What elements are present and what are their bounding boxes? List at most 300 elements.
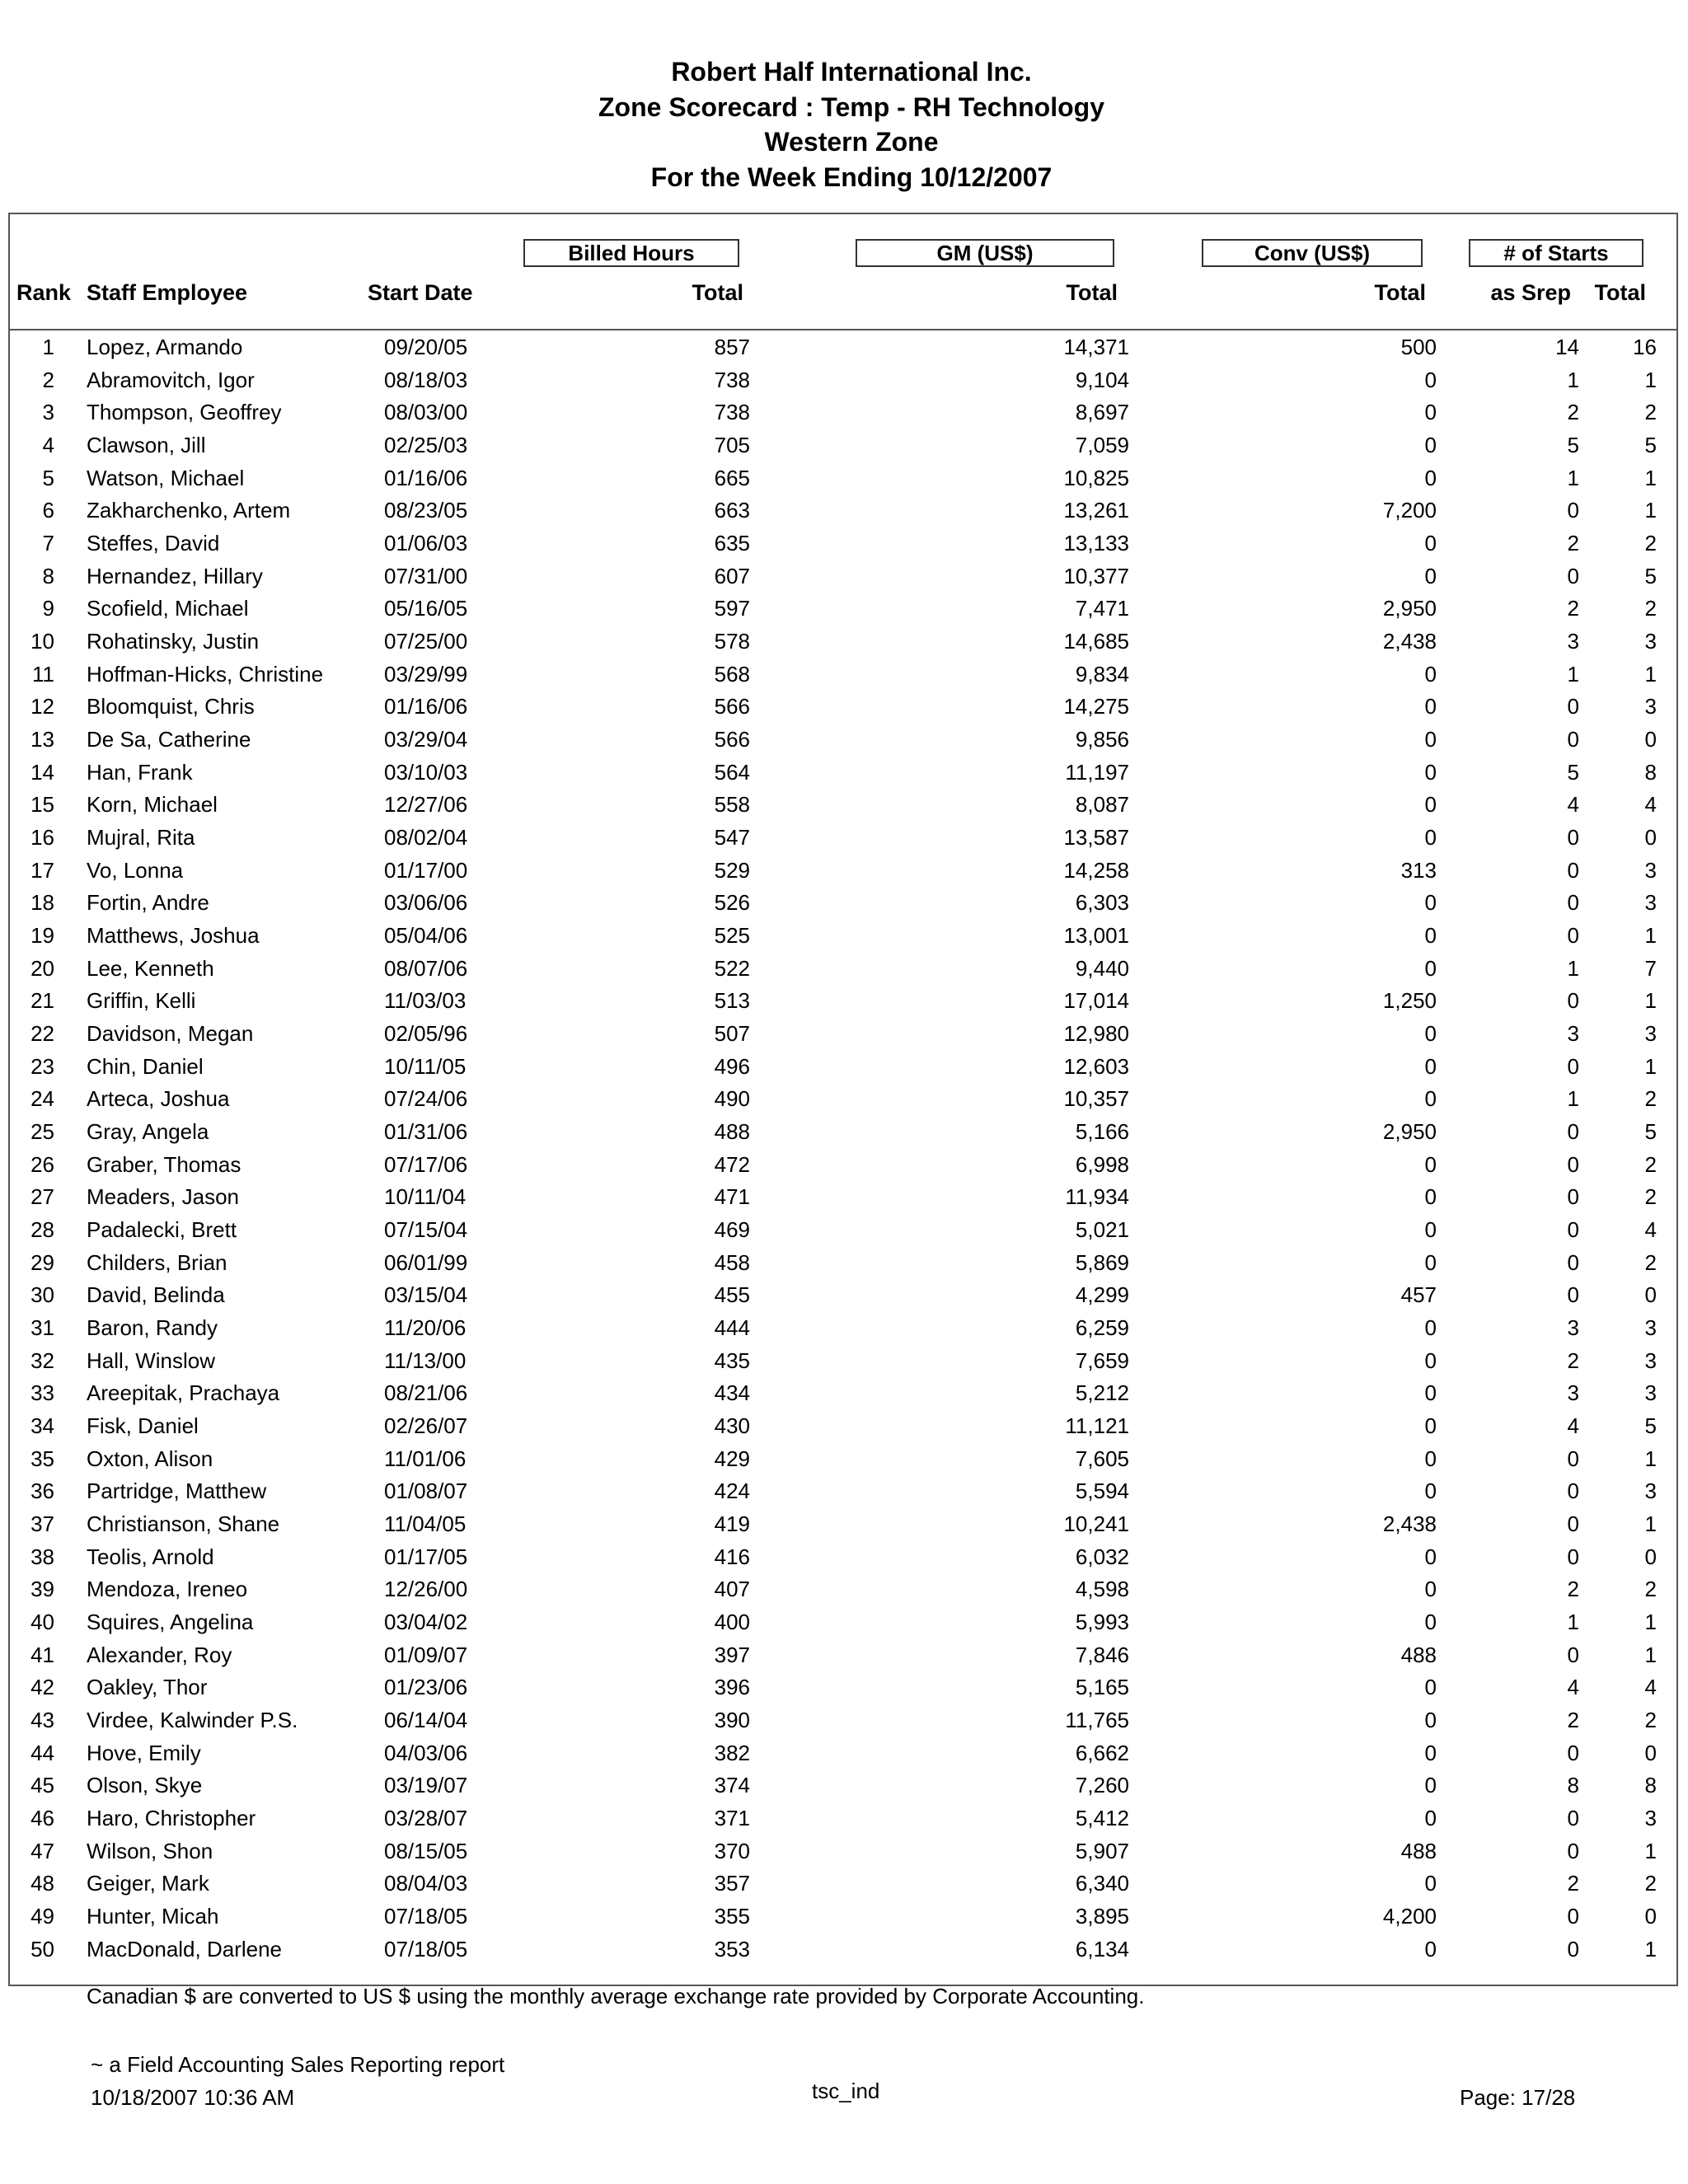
start-date-cell: 08/04/03 <box>384 1871 468 1896</box>
starts-total-cell: 2 <box>1644 1708 1657 1733</box>
starts-total-cell: 7 <box>1644 955 1657 981</box>
rank-cell: 15 <box>30 792 54 818</box>
start-date-cell: 08/23/05 <box>384 498 468 523</box>
rank-cell: 22 <box>30 1021 54 1047</box>
gm-cell: 9,104 <box>1075 367 1129 392</box>
as-srep-cell: 2 <box>1567 596 1579 621</box>
employee-cell: Hernandez, Hillary <box>87 563 263 588</box>
gm-cell: 9,856 <box>1075 727 1129 752</box>
starts-total-cell: 3 <box>1644 629 1657 654</box>
as-srep-cell: 2 <box>1567 400 1579 425</box>
gm-cell: 10,825 <box>1063 465 1129 490</box>
employee-header: Staff Employee <box>87 280 248 305</box>
employee-cell: Teolis, Arnold <box>87 1544 214 1569</box>
employee-cell: Mendoza, Ireneo <box>87 1577 248 1602</box>
gm-cell: 5,907 <box>1075 1838 1129 1863</box>
start-date-cell: 08/03/00 <box>384 400 468 425</box>
table-row <box>0 1671 1688 1704</box>
as-srep-cell: 1 <box>1567 1610 1579 1635</box>
conv-cell: 0 <box>1424 890 1437 916</box>
rank-cell: 32 <box>30 1347 54 1373</box>
starts-total-cell: 3 <box>1644 1380 1657 1406</box>
conv-cell: 0 <box>1424 792 1437 818</box>
gm-cell: 13,001 <box>1063 923 1129 949</box>
conv-cell: 0 <box>1424 1184 1437 1210</box>
conv-cell: 0 <box>1424 1610 1437 1635</box>
starts-total-cell: 1 <box>1644 1053 1657 1079</box>
table-row <box>0 494 1688 527</box>
conv-cell: 0 <box>1424 400 1437 425</box>
gm-cell: 7,471 <box>1075 596 1129 621</box>
employee-cell: Graber, Thomas <box>87 1151 241 1177</box>
starts-total-cell: 1 <box>1644 1936 1657 1961</box>
start-date-cell: 03/19/07 <box>384 1773 468 1798</box>
starts-total-cell: 2 <box>1644 1086 1657 1112</box>
employee-cell: Scofield, Michael <box>87 596 249 621</box>
employee-cell: Fortin, Andre <box>87 890 209 916</box>
employee-cell: Haro, Christopher <box>87 1806 256 1831</box>
rank-cell: 36 <box>30 1479 54 1504</box>
starts-total-cell: 3 <box>1644 1479 1657 1504</box>
rank-cell: 39 <box>30 1577 54 1602</box>
table-row <box>0 1017 1688 1050</box>
gm-cell: 6,662 <box>1075 1740 1129 1765</box>
table-row <box>0 1213 1688 1246</box>
starts-total-cell: 8 <box>1644 759 1657 785</box>
rank-cell: 14 <box>30 759 54 785</box>
starts-total-cell: 0 <box>1644 1740 1657 1765</box>
starts-total-cell: 1 <box>1644 498 1657 523</box>
gm-group-header: GM (US$) <box>856 239 1114 267</box>
gm-cell: 13,587 <box>1063 825 1129 851</box>
starts-total-cell: 3 <box>1644 694 1657 719</box>
table-row <box>0 560 1688 593</box>
billed-hours-cell: 507 <box>714 1021 750 1047</box>
billed-hours-cell: 566 <box>714 694 750 719</box>
starts-total-cell: 5 <box>1644 433 1657 457</box>
conv-cell: 0 <box>1424 1806 1437 1831</box>
rank-cell: 1 <box>42 335 54 359</box>
billed-hours-cell: 382 <box>714 1740 750 1765</box>
table-row <box>0 429 1688 462</box>
starts-total-cell: 1 <box>1644 1838 1657 1863</box>
table-row <box>0 1933 1688 1966</box>
conv-cell: 0 <box>1424 1249 1437 1275</box>
conv-cell: 0 <box>1424 367 1437 392</box>
as-srep-cell: 0 <box>1567 1740 1579 1765</box>
currency-note: Canadian $ are converted to US $ using the monthly average exchange rate provided by Corporate Accounting. <box>87 1984 1145 2008</box>
as-srep-cell: 0 <box>1567 988 1579 1014</box>
starts-total-cell: 1 <box>1644 923 1657 949</box>
as-srep-cell: 1 <box>1567 955 1579 981</box>
employee-cell: Clawson, Jill <box>87 433 206 457</box>
start-date-cell: 08/07/06 <box>384 955 468 981</box>
starts-total-cell: 8 <box>1644 1773 1657 1798</box>
starts-total-cell: 0 <box>1644 1904 1657 1929</box>
gm-cell: 6,340 <box>1075 1871 1129 1896</box>
rank-cell: 5 <box>42 465 54 490</box>
as-srep-cell: 4 <box>1567 1675 1579 1700</box>
start-date-cell: 07/24/06 <box>384 1086 468 1112</box>
as-srep-cell: 0 <box>1567 1151 1579 1177</box>
billed-hours-cell: 663 <box>714 498 750 523</box>
employee-cell: Gray, Angela <box>87 1119 209 1145</box>
conv-cell: 0 <box>1424 825 1437 851</box>
gm-cell: 9,440 <box>1075 955 1129 981</box>
starts-total-cell: 2 <box>1644 1871 1657 1896</box>
conv-cell: 0 <box>1424 1479 1437 1504</box>
as-srep-cell: 2 <box>1567 1577 1579 1602</box>
as-srep-cell: 0 <box>1567 563 1579 588</box>
start-date-cell: 01/09/07 <box>384 1642 468 1667</box>
rank-cell: 44 <box>30 1740 54 1765</box>
billed-hours-cell: 522 <box>714 955 750 981</box>
conv-cell: 0 <box>1424 1773 1437 1798</box>
billed-hours-cell: 607 <box>714 563 750 588</box>
start-date-cell: 09/20/05 <box>384 335 468 359</box>
start-date-cell: 05/04/06 <box>384 923 468 949</box>
gm-cell: 7,659 <box>1075 1347 1129 1373</box>
gm-cell: 11,765 <box>1065 1708 1129 1733</box>
as-srep-cell: 0 <box>1567 1446 1579 1471</box>
starts-total-cell: 16 <box>1633 335 1657 359</box>
billed-hours-cell: 370 <box>714 1838 750 1863</box>
table-row <box>0 1769 1688 1802</box>
rank-cell: 46 <box>30 1806 54 1831</box>
table-row <box>0 1246 1688 1279</box>
gm-cell: 10,357 <box>1063 1086 1129 1112</box>
billed-hours-cell: 857 <box>714 335 750 359</box>
rank-cell: 47 <box>30 1838 54 1863</box>
start-date-cell: 06/01/99 <box>384 1249 468 1275</box>
gm-cell: 14,685 <box>1063 629 1129 654</box>
rank-cell: 28 <box>30 1217 54 1243</box>
gm-cell: 6,134 <box>1075 1936 1129 1961</box>
gm-cell: 5,412 <box>1075 1806 1129 1831</box>
billed-hours-cell: 564 <box>714 759 750 785</box>
table-row <box>0 919 1688 952</box>
rank-cell: 18 <box>30 890 54 916</box>
company-title: Robert Half International Inc. <box>671 57 1032 87</box>
billed-hours-cell: 444 <box>714 1315 750 1341</box>
gm-cell: 6,259 <box>1075 1315 1129 1341</box>
starts-group-header: # of Starts <box>1469 239 1643 267</box>
start-date-cell: 12/27/06 <box>384 792 468 818</box>
rank-cell: 41 <box>30 1642 54 1667</box>
gm-cell: 13,133 <box>1063 531 1129 556</box>
table-row <box>0 1507 1688 1540</box>
employee-cell: Christianson, Shane <box>87 1511 280 1537</box>
start-date-cell: 07/18/05 <box>384 1936 468 1961</box>
start-date-cell: 07/25/00 <box>384 629 468 654</box>
employee-cell: Hoffman-Hicks, Christine <box>87 661 324 687</box>
report-title-block <box>0 54 1688 194</box>
starts-total-cell: 1 <box>1644 988 1657 1014</box>
employee-cell: Childers, Brian <box>87 1249 227 1275</box>
start-date-header: Start Date <box>368 280 473 305</box>
table-row <box>0 527 1688 560</box>
billed-hours-cell: 469 <box>714 1217 750 1243</box>
employee-cell: Oxton, Alison <box>87 1446 213 1471</box>
employee-cell: Davidson, Megan <box>87 1021 254 1047</box>
employee-cell: Rohatinsky, Justin <box>87 629 260 654</box>
employee-cell: Squires, Angelina <box>87 1610 254 1635</box>
employee-cell: Fisk, Daniel <box>87 1413 199 1439</box>
as-srep-cell: 5 <box>1567 759 1579 785</box>
table-row <box>0 658 1688 691</box>
gm-cell: 14,371 <box>1063 335 1129 359</box>
starts-total-header: Total <box>1594 280 1646 305</box>
starts-total-cell: 3 <box>1644 857 1657 883</box>
employee-cell: Zakharchenko, Artem <box>87 498 291 523</box>
gm-cell: 14,258 <box>1063 857 1129 883</box>
start-date-cell: 11/01/06 <box>384 1446 467 1471</box>
table-row <box>0 1802 1688 1835</box>
conv-cell: 0 <box>1424 1708 1437 1733</box>
starts-total-cell: 1 <box>1644 367 1657 392</box>
billed-hours-cell: 558 <box>714 792 750 818</box>
start-date-cell: 03/04/02 <box>384 1610 468 1635</box>
starts-total-cell: 1 <box>1644 1511 1657 1537</box>
as-srep-cell: 0 <box>1567 1184 1579 1210</box>
starts-total-cell: 1 <box>1644 661 1657 687</box>
employee-cell: Griffin, Kelli <box>87 988 196 1014</box>
rank-cell: 27 <box>30 1184 54 1210</box>
starts-total-cell: 1 <box>1644 1642 1657 1667</box>
conv-cell: 0 <box>1424 1053 1437 1079</box>
rank-cell: 49 <box>30 1904 54 1929</box>
as-srep-cell: 0 <box>1567 1642 1579 1667</box>
gm-cell: 10,377 <box>1063 563 1129 588</box>
gm-cell: 5,165 <box>1075 1675 1129 1700</box>
conv-cell: 457 <box>1400 1282 1437 1308</box>
employee-cell: David, Belinda <box>87 1282 225 1308</box>
conv-cell: 0 <box>1424 1936 1437 1961</box>
employee-cell: Meaders, Jason <box>87 1184 239 1210</box>
start-date-cell: 03/06/06 <box>384 890 468 916</box>
rank-cell: 8 <box>42 563 54 588</box>
gm-cell: 13,261 <box>1063 498 1129 523</box>
billed-hours-cell: 738 <box>714 400 750 425</box>
table-row <box>0 363 1688 396</box>
start-date-cell: 01/23/06 <box>384 1675 468 1700</box>
as-srep-cell: 0 <box>1567 1806 1579 1831</box>
gm-cell: 6,032 <box>1075 1544 1129 1569</box>
conv-total-header: Total <box>1374 280 1426 305</box>
start-date-cell: 08/02/04 <box>384 825 468 851</box>
billed-hours-cell: 566 <box>714 727 750 752</box>
conv-cell: 0 <box>1424 1446 1437 1471</box>
employee-cell: Hove, Emily <box>87 1740 201 1765</box>
starts-total-cell: 3 <box>1644 1806 1657 1831</box>
start-date-cell: 03/10/03 <box>384 759 468 785</box>
table-row <box>0 396 1688 429</box>
rank-cell: 50 <box>30 1936 54 1961</box>
rank-cell: 13 <box>30 727 54 752</box>
billed-hours-cell: 396 <box>714 1675 750 1700</box>
conv-cell: 0 <box>1424 433 1437 457</box>
gm-cell: 12,980 <box>1063 1021 1129 1047</box>
start-date-cell: 07/17/06 <box>384 1151 468 1177</box>
table-row <box>0 1311 1688 1344</box>
starts-total-cell: 2 <box>1644 1249 1657 1275</box>
period-title: For the Week Ending 10/12/2007 <box>650 162 1053 192</box>
table-row <box>0 952 1688 985</box>
table-row <box>0 1900 1688 1933</box>
billed-hours-cell: 371 <box>714 1806 750 1831</box>
billed-hours-cell: 397 <box>714 1642 750 1667</box>
employee-cell: Oakley, Thor <box>87 1675 208 1700</box>
conv-cell: 0 <box>1424 727 1437 752</box>
billed-hours-cell: 471 <box>714 1184 750 1210</box>
as-srep-cell: 2 <box>1567 1871 1579 1896</box>
conv-cell: 0 <box>1424 1577 1437 1602</box>
billed-hours-cell: 390 <box>714 1708 750 1733</box>
rank-cell: 9 <box>42 596 54 621</box>
conv-cell: 0 <box>1424 759 1437 785</box>
gm-cell: 6,998 <box>1075 1151 1129 1177</box>
as-srep-cell: 14 <box>1555 335 1579 359</box>
starts-total-cell: 1 <box>1644 1446 1657 1471</box>
rank-cell: 29 <box>30 1249 54 1275</box>
starts-total-cell: 2 <box>1644 596 1657 621</box>
gm-cell: 7,260 <box>1075 1773 1129 1798</box>
as-srep-cell: 3 <box>1567 1315 1579 1341</box>
conv-cell: 1,250 <box>1382 988 1437 1014</box>
starts-total-cell: 2 <box>1644 1577 1657 1602</box>
billed-hours-cell: 353 <box>714 1936 750 1961</box>
rank-cell: 21 <box>30 988 54 1014</box>
start-date-cell: 01/31/06 <box>384 1119 468 1145</box>
gm-cell: 11,121 <box>1065 1413 1129 1439</box>
table-row <box>0 1736 1688 1769</box>
employee-cell: Thompson, Geoffrey <box>87 400 282 425</box>
table-row <box>0 1115 1688 1148</box>
start-date-cell: 02/05/96 <box>384 1021 468 1047</box>
starts-total-cell: 2 <box>1644 1184 1657 1210</box>
as-srep-cell: 0 <box>1567 825 1579 851</box>
start-date-cell: 12/26/00 <box>384 1577 468 1602</box>
gm-total-header: Total <box>1066 280 1118 305</box>
billed-hours-cell: 430 <box>714 1413 750 1439</box>
zone-title: Western Zone <box>764 127 939 157</box>
gm-cell: 4,299 <box>1075 1282 1129 1308</box>
rank-cell: 6 <box>42 498 54 523</box>
employee-cell: Matthews, Joshua <box>87 923 260 949</box>
employee-cell: Alexander, Roy <box>87 1642 232 1667</box>
start-date-cell: 06/14/04 <box>384 1708 468 1733</box>
as-srep-cell: 3 <box>1567 629 1579 654</box>
conv-cell: 313 <box>1400 857 1437 883</box>
conv-cell: 2,438 <box>1382 1511 1437 1537</box>
as-srep-cell: 2 <box>1567 1708 1579 1733</box>
employee-cell: Geiger, Mark <box>87 1871 209 1896</box>
start-date-cell: 01/08/07 <box>384 1479 468 1504</box>
employee-cell: Partridge, Matthew <box>87 1479 267 1504</box>
conv-cell: 488 <box>1400 1642 1437 1667</box>
table-row <box>0 1409 1688 1442</box>
conv-cell: 0 <box>1424 661 1437 687</box>
start-date-cell: 08/21/06 <box>384 1380 468 1406</box>
rank-cell: 40 <box>30 1610 54 1635</box>
starts-total-cell: 3 <box>1644 1347 1657 1373</box>
as-srep-cell: 0 <box>1567 923 1579 949</box>
report-source: ~ a Field Accounting Sales Reporting report <box>91 2052 505 2077</box>
billed-hours-cell: 578 <box>714 629 750 654</box>
employee-cell: Mujral, Rita <box>87 825 195 851</box>
rank-cell: 48 <box>30 1871 54 1896</box>
starts-total-cell: 5 <box>1644 1119 1657 1145</box>
rank-cell: 25 <box>30 1119 54 1145</box>
conv-cell: 0 <box>1424 1675 1437 1700</box>
as-srep-cell: 0 <box>1567 727 1579 752</box>
as-srep-cell: 5 <box>1567 433 1579 457</box>
conv-cell: 0 <box>1424 1380 1437 1406</box>
table-row <box>0 1442 1688 1475</box>
conv-cell: 0 <box>1424 531 1437 556</box>
employee-cell: Baron, Randy <box>87 1315 218 1341</box>
start-date-cell: 11/13/00 <box>384 1347 467 1373</box>
conv-cell: 2,950 <box>1382 1119 1437 1145</box>
as-srep-cell: 0 <box>1567 1217 1579 1243</box>
billed-hours-cell: 705 <box>714 433 750 457</box>
start-date-cell: 05/16/05 <box>384 596 468 621</box>
conv-cell: 500 <box>1400 335 1437 359</box>
start-date-cell: 10/11/05 <box>384 1053 467 1079</box>
billed-hours-cell: 374 <box>714 1773 750 1798</box>
gm-cell: 8,087 <box>1075 792 1129 818</box>
as-srep-cell: 0 <box>1567 1282 1579 1308</box>
conv-cell: 0 <box>1424 955 1437 981</box>
table-row <box>0 690 1688 723</box>
start-date-cell: 11/04/05 <box>384 1511 467 1537</box>
report-timestamp: 10/18/2007 10:36 AM <box>91 2085 295 2110</box>
billed-hours-cell: 525 <box>714 923 750 949</box>
rank-cell: 24 <box>30 1086 54 1112</box>
rank-cell: 2 <box>42 367 54 392</box>
as-srep-cell: 0 <box>1567 1904 1579 1929</box>
billed-hours-cell: 488 <box>714 1119 750 1145</box>
rank-cell: 17 <box>30 857 54 883</box>
rank-cell: 26 <box>30 1151 54 1177</box>
billed-hours-cell: 568 <box>714 661 750 687</box>
gm-cell: 5,212 <box>1075 1380 1129 1406</box>
conv-cell: 7,200 <box>1382 498 1437 523</box>
employee-cell: Padalecki, Brett <box>87 1217 237 1243</box>
table-row <box>0 1148 1688 1181</box>
employee-cell: Watson, Michael <box>87 465 245 490</box>
starts-total-cell: 2 <box>1644 1151 1657 1177</box>
starts-total-cell: 5 <box>1644 1413 1657 1439</box>
table-row <box>0 1050 1688 1083</box>
as-srep-cell: 0 <box>1567 1838 1579 1863</box>
table-row <box>0 1180 1688 1213</box>
table-row <box>0 1474 1688 1507</box>
start-date-cell: 03/28/07 <box>384 1806 468 1831</box>
report-code: tsc_ind <box>812 2079 880 2103</box>
conv-cell: 0 <box>1424 1151 1437 1177</box>
start-date-cell: 03/29/99 <box>384 661 468 687</box>
gm-cell: 11,934 <box>1065 1184 1129 1210</box>
table-row <box>0 886 1688 919</box>
conv-cell: 0 <box>1424 563 1437 588</box>
employee-cell: Hunter, Micah <box>87 1904 219 1929</box>
gm-cell: 5,166 <box>1075 1119 1129 1145</box>
starts-total-cell: 2 <box>1644 400 1657 425</box>
table-row <box>0 1638 1688 1671</box>
starts-total-cell: 3 <box>1644 1315 1657 1341</box>
gm-cell: 9,834 <box>1075 661 1129 687</box>
